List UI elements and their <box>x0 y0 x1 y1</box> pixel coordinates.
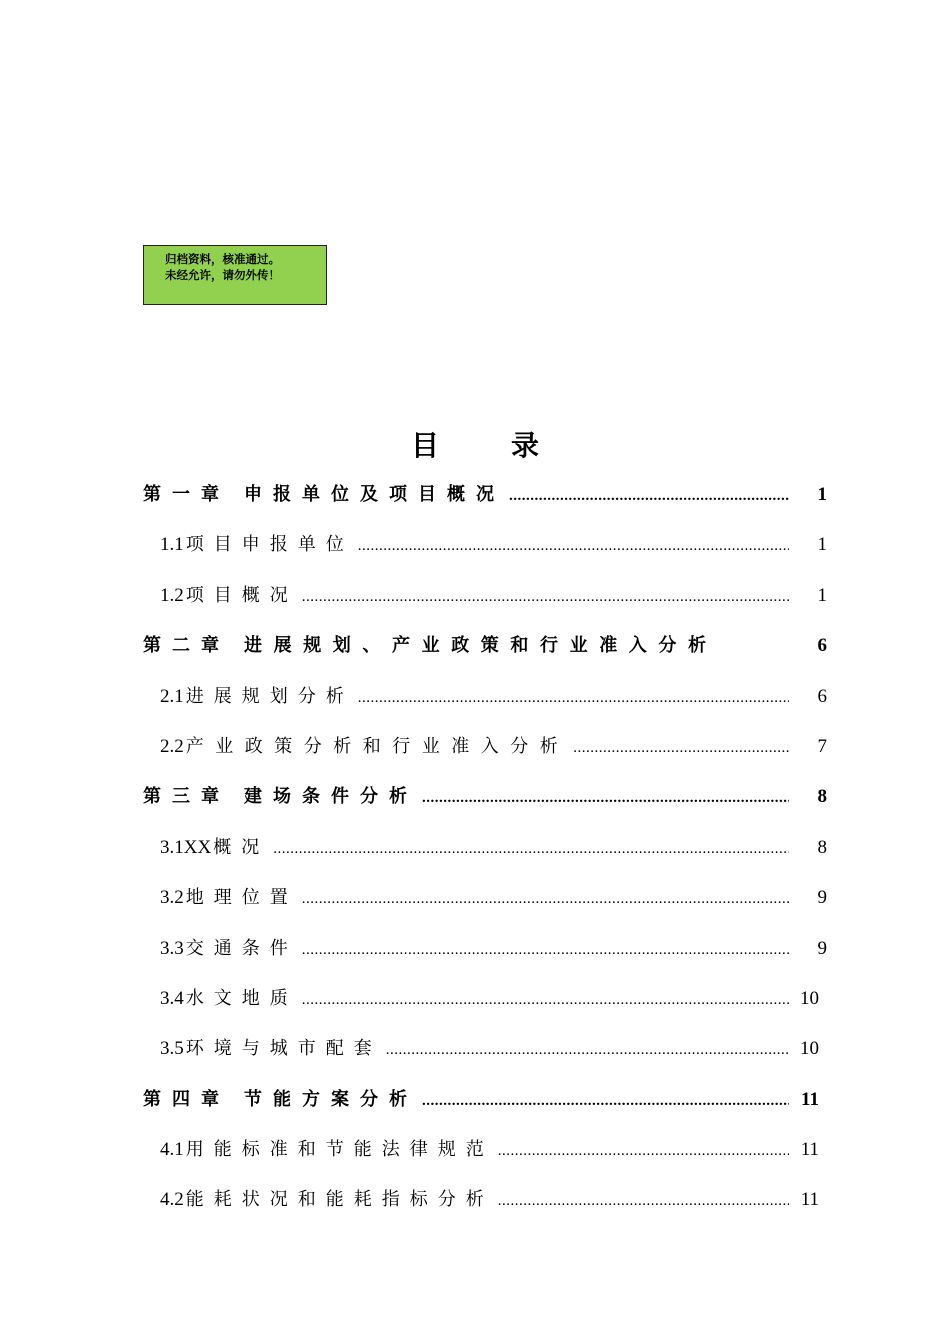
chapter-title: 节能方案分析 <box>244 1088 418 1110</box>
toc-chapter-2[interactable] <box>143 621 827 671</box>
toc-section-3-3[interactable] <box>143 924 827 974</box>
dot-leader <box>573 723 789 773</box>
chapter-head: 第一章 <box>143 484 230 505</box>
section-title: 项目概况 <box>185 584 298 606</box>
dot-leader <box>302 925 789 975</box>
toc-section-3-5[interactable] <box>143 1024 827 1074</box>
section-title: 进展规划分析 <box>185 685 354 707</box>
page-number: 1 <box>817 534 827 556</box>
chapter-title: 建场条件分析 <box>244 786 418 808</box>
section-title: 地理位置 <box>185 887 298 909</box>
chapter-title: 进展规划、产业政策和行业准入分析 <box>244 635 718 657</box>
dot-leader <box>358 521 789 571</box>
chapter-title: 申报单位及项目概况 <box>244 484 505 505</box>
chapter-head: 第二章 <box>143 635 230 657</box>
page-number: 11 <box>800 1139 819 1161</box>
chapter-head: 第三章 <box>143 786 230 808</box>
toc-title <box>0 424 950 464</box>
section-number: 3.1XX <box>160 836 212 858</box>
page-number: 10 <box>800 987 819 1009</box>
page-number: 6 <box>817 635 827 657</box>
dot-leader <box>386 1025 789 1075</box>
section-number: 3.2 <box>160 887 184 909</box>
section-number: 4.2 <box>160 1189 184 1211</box>
toc-section-2-1[interactable] <box>143 672 827 722</box>
archive-stamp <box>143 245 327 305</box>
section-number: 1.2 <box>160 584 184 606</box>
page-number: 11 <box>800 1189 819 1211</box>
section-title: 环境与城市配套 <box>185 1038 382 1060</box>
toc-chapter-1[interactable] <box>143 470 827 520</box>
page-number: 1 <box>817 484 827 505</box>
page-number: 9 <box>817 887 827 909</box>
page-number: 11 <box>801 1088 819 1110</box>
page-number: 1 <box>817 584 827 606</box>
dot-leader <box>498 1126 789 1176</box>
toc-section-4-2[interactable] <box>143 1175 827 1225</box>
section-title: 产业政策分析和行业准入分析 <box>185 735 570 757</box>
toc-section-4-1[interactable] <box>143 1125 827 1175</box>
section-title: 概况 <box>213 836 270 858</box>
toc-chapter-3[interactable] <box>143 772 827 822</box>
dot-leader <box>422 773 789 823</box>
section-title: 项目申报单位 <box>185 534 354 556</box>
section-number: 1.1 <box>160 534 184 556</box>
toc-section-1-1[interactable] <box>143 520 827 570</box>
page-number: 8 <box>817 836 827 858</box>
section-title: 用能标准和节能法律规范 <box>185 1139 494 1161</box>
dot-leader <box>302 572 789 622</box>
section-number: 3.3 <box>160 937 184 959</box>
dot-leader <box>509 471 789 521</box>
section-number: 4.1 <box>160 1139 184 1161</box>
dot-leader <box>273 824 789 874</box>
chapter-head: 第四章 <box>143 1088 230 1110</box>
toc-title-char-2: 录 <box>511 429 540 462</box>
section-number: 2.2 <box>160 735 184 757</box>
toc-section-3-1[interactable] <box>143 823 827 873</box>
toc-title-char-1: 目 <box>410 429 439 462</box>
dot-leader <box>302 975 789 1025</box>
section-number: 3.4 <box>160 987 184 1009</box>
toc-section-3-2[interactable] <box>143 873 827 923</box>
section-title: 能耗状况和能耗指标分析 <box>185 1189 494 1211</box>
section-title: 交通条件 <box>185 937 298 959</box>
section-number: 3.5 <box>160 1038 184 1060</box>
page-number: 8 <box>817 786 827 808</box>
toc-chapter-4[interactable] <box>143 1075 827 1125</box>
page-number: 7 <box>817 735 827 757</box>
dot-leader <box>422 1076 789 1126</box>
stamp-line-1: 归档资料，核准通过。 <box>165 252 280 266</box>
dot-leader <box>302 874 789 924</box>
toc-section-2-2[interactable] <box>143 722 827 772</box>
toc-section-1-2[interactable] <box>143 571 827 621</box>
stamp-line-2: 未经允许，请勿外传！ <box>165 268 280 282</box>
section-number: 2.1 <box>160 685 184 707</box>
toc-list <box>143 470 827 1226</box>
section-title: 水文地质 <box>185 987 298 1009</box>
toc-section-3-4[interactable] <box>143 974 827 1024</box>
page-number: 9 <box>817 937 827 959</box>
dot-leader <box>358 673 789 723</box>
dot-leader <box>498 1176 789 1226</box>
page-number: 6 <box>817 685 827 707</box>
page-number: 10 <box>800 1038 819 1060</box>
